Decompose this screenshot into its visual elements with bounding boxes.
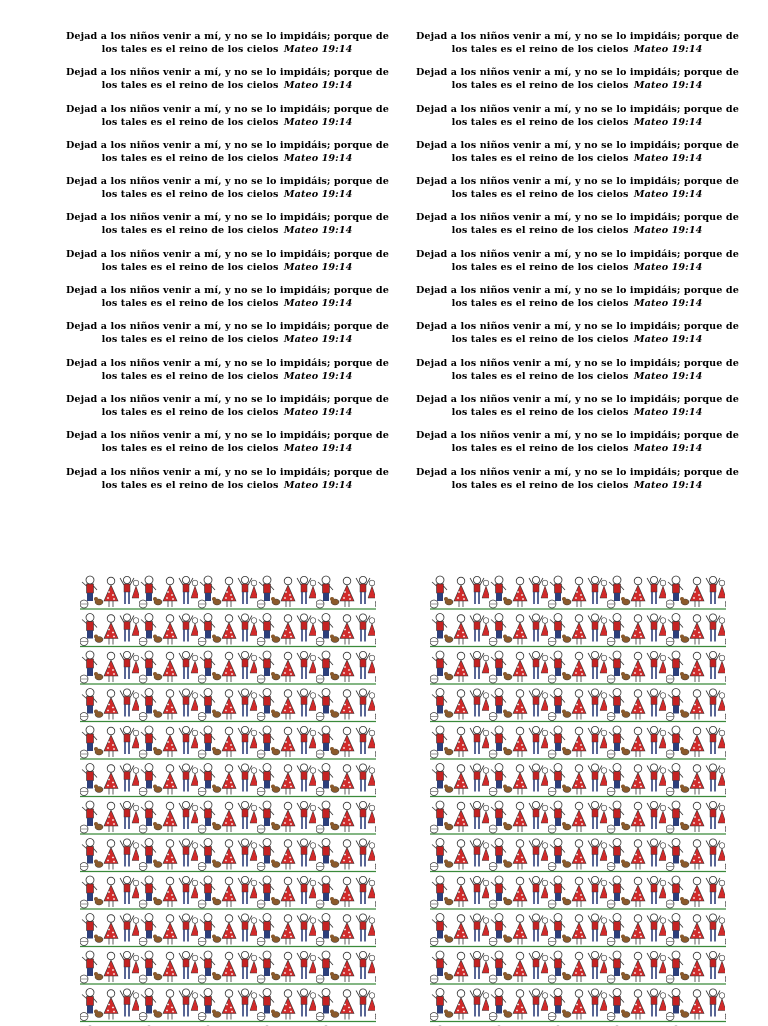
verse-block: [66, 429, 388, 465]
verse-line-1: Dejad a los niños venir a mí, y no se lo impidáis; porque de: [66, 212, 389, 224]
verse-reference: Mateo 19:14: [283, 406, 353, 418]
verse-reference: Mateo 19:14: [633, 370, 703, 382]
verse-line-2-text: los tales es el reino de los cielos: [101, 80, 279, 92]
verse-line-2: [416, 224, 738, 237]
verse-block: [66, 139, 388, 175]
children-pattern-left: [80, 574, 376, 1026]
verse-reference: Mateo 19:14: [283, 44, 353, 55]
verse-line-1: Dejad a los niños venir a mí, y no se lo impidáis; porque de: [416, 430, 739, 442]
verse-line-1: Dejad a los niños venir a mí, y no se lo impidáis; porque de: [66, 248, 389, 260]
verse-line-1: Dejad a los niños venir a mí, y no se lo impidáis; porque de: [416, 31, 739, 42]
verse-reference: Mateo 19:14: [633, 443, 703, 455]
verse-line-1: Dejad a los niños venir a mí, y no se lo impidáis; porque de: [66, 67, 389, 79]
verse-reference: Mateo 19:14: [283, 443, 353, 455]
verse-line-2: [66, 333, 388, 346]
verse-line-2-text: los tales es el reino de los cielos: [451, 298, 629, 310]
verse-line-1: Dejad a los niños venir a mí, y no se lo impidáis; porque de: [66, 176, 389, 188]
verse-line-2-text: los tales es el reino de los cielos: [451, 370, 629, 382]
verse-line-2-text: los tales es el reino de los cielos: [451, 116, 629, 128]
verse-line-2: [416, 261, 738, 274]
verse-block: [66, 357, 388, 393]
verse-block: [416, 357, 738, 393]
verse-line-2: [416, 188, 738, 201]
verse-line-1: Dejad a los niños venir a mí, y no se lo impidáis; porque de: [416, 176, 739, 188]
verse-line-2: [416, 43, 738, 56]
verse-block: [66, 393, 388, 429]
verse-line-2-text: los tales es el reino de los cielos: [101, 406, 279, 418]
verse-line-2: [66, 43, 388, 56]
children-pattern-svg: [80, 574, 376, 1026]
verse-line-2-text: los tales es el reino de los cielos: [101, 479, 279, 491]
verse-line-1: Dejad a los niños venir a mí, y no se lo impidáis; porque de: [416, 139, 739, 151]
verse-line-2: [416, 116, 738, 129]
verse-line-1: Dejad a los niños venir a mí, y no se lo impidáis; porque de: [66, 31, 389, 42]
verse-line-2: [416, 442, 738, 455]
verse-reference: Mateo 19:14: [283, 370, 353, 382]
verse-block: [416, 30, 738, 66]
verse-block: [66, 466, 388, 502]
verse-line-2: [66, 442, 388, 455]
verse-line-1: Dejad a los niños venir a mí, y no se lo impidáis; porque de: [416, 67, 739, 79]
verse-line-1: Dejad a los niños venir a mí, y no se lo impidáis; porque de: [416, 393, 739, 405]
verse-line-2: [66, 116, 388, 129]
verse-reference: Mateo 19:14: [283, 80, 353, 92]
verse-block: [66, 103, 388, 139]
verse-line-2: [66, 406, 388, 419]
verse-reference: Mateo 19:14: [633, 225, 703, 237]
verse-block: [66, 66, 388, 102]
verse-line-2-text: los tales es el reino de los cielos: [101, 225, 279, 237]
verse-line-2: [66, 479, 388, 492]
verse-line-2-text: los tales es el reino de los cielos: [451, 189, 629, 201]
verse-line-1: Dejad a los niños venir a mí, y no se lo impidáis; porque de: [416, 357, 739, 369]
verse-block: [66, 30, 388, 66]
verse-block: [416, 175, 738, 211]
verse-reference: Mateo 19:14: [283, 189, 353, 201]
verse-line-2-text: los tales es el reino de los cielos: [101, 152, 279, 164]
verse-reference: Mateo 19:14: [283, 298, 353, 310]
verse-line-1: Dejad a los niños venir a mí, y no se lo impidáis; porque de: [416, 321, 739, 333]
verse-line-1: Dejad a los niños venir a mí, y no se lo impidáis; porque de: [66, 466, 389, 478]
verse-line-1: Dejad a los niños venir a mí, y no se lo impidáis; porque de: [416, 248, 739, 260]
verse-block: [416, 429, 738, 465]
verse-line-2-text: los tales es el reino de los cielos: [101, 334, 279, 346]
verse-reference: Mateo 19:14: [633, 152, 703, 164]
verse-line-2: [66, 188, 388, 201]
verse-line-1: Dejad a los niños venir a mí, y no se lo impidáis; porque de: [416, 212, 739, 224]
verse-line-2: [416, 479, 738, 492]
verse-block: [66, 284, 388, 320]
verse-line-1: Dejad a los niños venir a mí, y no se lo impidáis; porque de: [66, 103, 389, 115]
verse-block: [416, 211, 738, 247]
verse-line-1: Dejad a los niños venir a mí, y no se lo impidáis; porque de: [416, 285, 739, 297]
verse-line-1: Dejad a los niños venir a mí, y no se lo impidáis; porque de: [66, 357, 389, 369]
verse-line-2: [66, 370, 388, 383]
verse-line-2: [66, 79, 388, 92]
verse-line-1: Dejad a los niños venir a mí, y no se lo impidáis; porque de: [66, 139, 389, 151]
verse-reference: Mateo 19:14: [633, 80, 703, 92]
verse-reference: Mateo 19:14: [633, 298, 703, 310]
verse-line-2-text: los tales es el reino de los cielos: [451, 225, 629, 237]
verse-reference: Mateo 19:14: [633, 406, 703, 418]
verse-line-1: Dejad a los niños venir a mí, y no se lo impidáis; porque de: [66, 321, 389, 333]
verse-block: [416, 393, 738, 429]
verse-line-2-text: los tales es el reino de los cielos: [101, 298, 279, 310]
verse-line-2: [416, 297, 738, 310]
verse-block: [416, 139, 738, 175]
verse-line-2-text: los tales es el reino de los cielos: [451, 334, 629, 346]
children-pattern-right: [430, 574, 726, 1026]
verse-reference: Mateo 19:14: [283, 152, 353, 164]
verse-line-2-text: los tales es el reino de los cielos: [101, 443, 279, 455]
verse-block: [416, 248, 738, 284]
verse-reference: Mateo 19:14: [283, 334, 353, 346]
verse-block: [416, 284, 738, 320]
verse-line-2-text: los tales es el reino de los cielos: [451, 44, 629, 55]
verse-line-1: Dejad a los niños venir a mí, y no se lo impidáis; porque de: [416, 103, 739, 115]
verse-line-2: [416, 152, 738, 165]
verse-line-2-text: los tales es el reino de los cielos: [101, 189, 279, 201]
verse-line-2-text: los tales es el reino de los cielos: [451, 406, 629, 418]
verse-reference: Mateo 19:14: [283, 225, 353, 237]
verse-line-1: Dejad a los niños venir a mí, y no se lo impidáis; porque de: [66, 285, 389, 297]
verse-line-2: [416, 333, 738, 346]
verse-line-2: [66, 261, 388, 274]
verse-line-1: Dejad a los niños venir a mí, y no se lo impidáis; porque de: [416, 466, 739, 478]
verse-reference: Mateo 19:14: [633, 261, 703, 273]
verse-block: [66, 320, 388, 356]
verse-column-left: [66, 30, 388, 502]
verse-line-2-text: los tales es el reino de los cielos: [101, 44, 279, 55]
verse-line-2-text: los tales es el reino de los cielos: [451, 443, 629, 455]
children-pattern-svg: [430, 574, 726, 1026]
verse-reference: Mateo 19:14: [633, 189, 703, 201]
verse-block: [416, 103, 738, 139]
verse-reference: Mateo 19:14: [283, 116, 353, 128]
verse-reference: Mateo 19:14: [633, 116, 703, 128]
verse-line-2-text: los tales es el reino de los cielos: [101, 116, 279, 128]
verse-line-2-text: los tales es el reino de los cielos: [451, 80, 629, 92]
verse-line-2: [66, 297, 388, 310]
verse-column-right: [416, 30, 738, 502]
verse-reference: Mateo 19:14: [283, 261, 353, 273]
verse-line-1: Dejad a los niños venir a mí, y no se lo impidáis; porque de: [66, 393, 389, 405]
verse-reference: Mateo 19:14: [633, 44, 703, 55]
verse-block: [416, 466, 738, 502]
verse-line-2: [416, 370, 738, 383]
verse-reference: Mateo 19:14: [283, 479, 353, 491]
verse-block: [416, 66, 738, 102]
verse-line-2: [66, 224, 388, 237]
verse-line-2: [66, 152, 388, 165]
verse-line-2-text: los tales es el reino de los cielos: [451, 479, 629, 491]
verse-line-2-text: los tales es el reino de los cielos: [451, 152, 629, 164]
verse-line-2: [416, 406, 738, 419]
verse-reference: Mateo 19:14: [633, 479, 703, 491]
verse-block: [66, 248, 388, 284]
verse-line-2: [416, 79, 738, 92]
verse-reference: Mateo 19:14: [633, 334, 703, 346]
verse-block: [66, 175, 388, 211]
verse-block: [416, 320, 738, 356]
verse-line-1: Dejad a los niños venir a mí, y no se lo impidáis; porque de: [66, 430, 389, 442]
verse-line-2-text: los tales es el reino de los cielos: [451, 261, 629, 273]
verse-line-2-text: los tales es el reino de los cielos: [101, 261, 279, 273]
verse-line-2-text: los tales es el reino de los cielos: [101, 370, 279, 382]
verse-block: [66, 211, 388, 247]
